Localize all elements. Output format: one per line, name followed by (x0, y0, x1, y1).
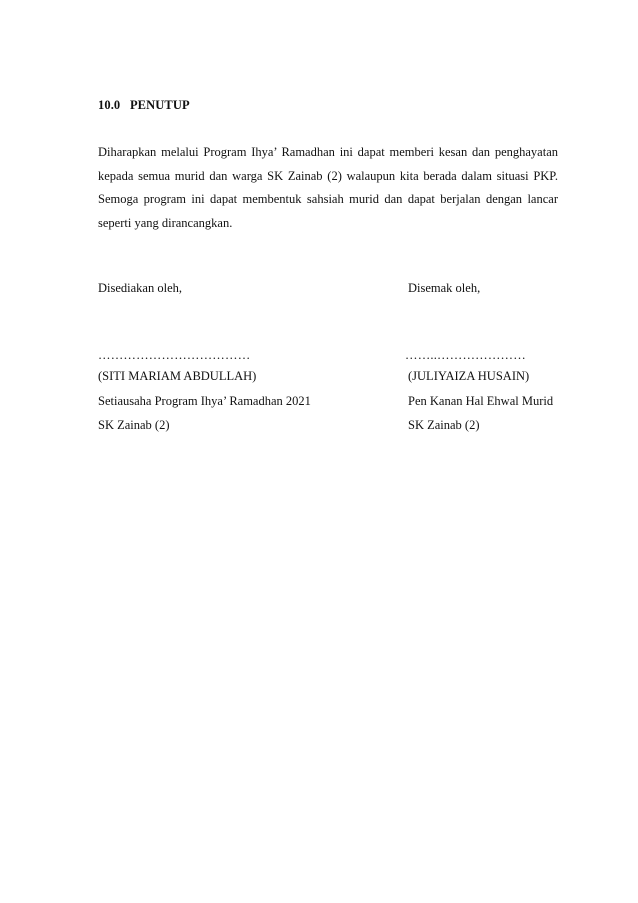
paragraph-line: seperti yang dirancangkan. (98, 215, 233, 230)
signatory-school: SK Zainab (2) (408, 418, 480, 432)
signatory-name: (SITI MARIAM ABDULLAH) (98, 369, 257, 383)
signatory-school: SK Zainab (2) (98, 418, 170, 432)
prepared-by-block (98, 278, 311, 438)
signature-line: ……..………………… (405, 348, 526, 362)
signature-line: ……………………………… (98, 348, 251, 362)
checked-by-block (405, 278, 554, 438)
signatory-title: Pen Kanan Hal Ehwal Murid (408, 393, 554, 408)
section-heading: 10.0 PENUTUP (98, 98, 190, 112)
signatory-title: Setiausaha Program Ihya’ Ramadhan 2021 (98, 393, 311, 408)
paragraph-line: Diharapkan melalui Program Ihya’ Ramadhan ini dapat memberi kesan dan penghayatan (98, 145, 558, 159)
paragraph-line: kepada semua murid dan warga SK Zainab (2) walaupun kita berada dalam situasi PKP. (98, 168, 558, 183)
signatory-name: (JULIYAIZA HUSAIN) (408, 369, 530, 383)
prepared-by-label: Disediakan oleh, (98, 281, 183, 295)
closing-paragraph (98, 141, 558, 235)
paragraph-line: Semoga program ini dapat membentuk sahsiah murid dan dapat berjalan dengan lancar (98, 192, 558, 206)
checked-by-label: Disemak oleh, (408, 281, 481, 295)
